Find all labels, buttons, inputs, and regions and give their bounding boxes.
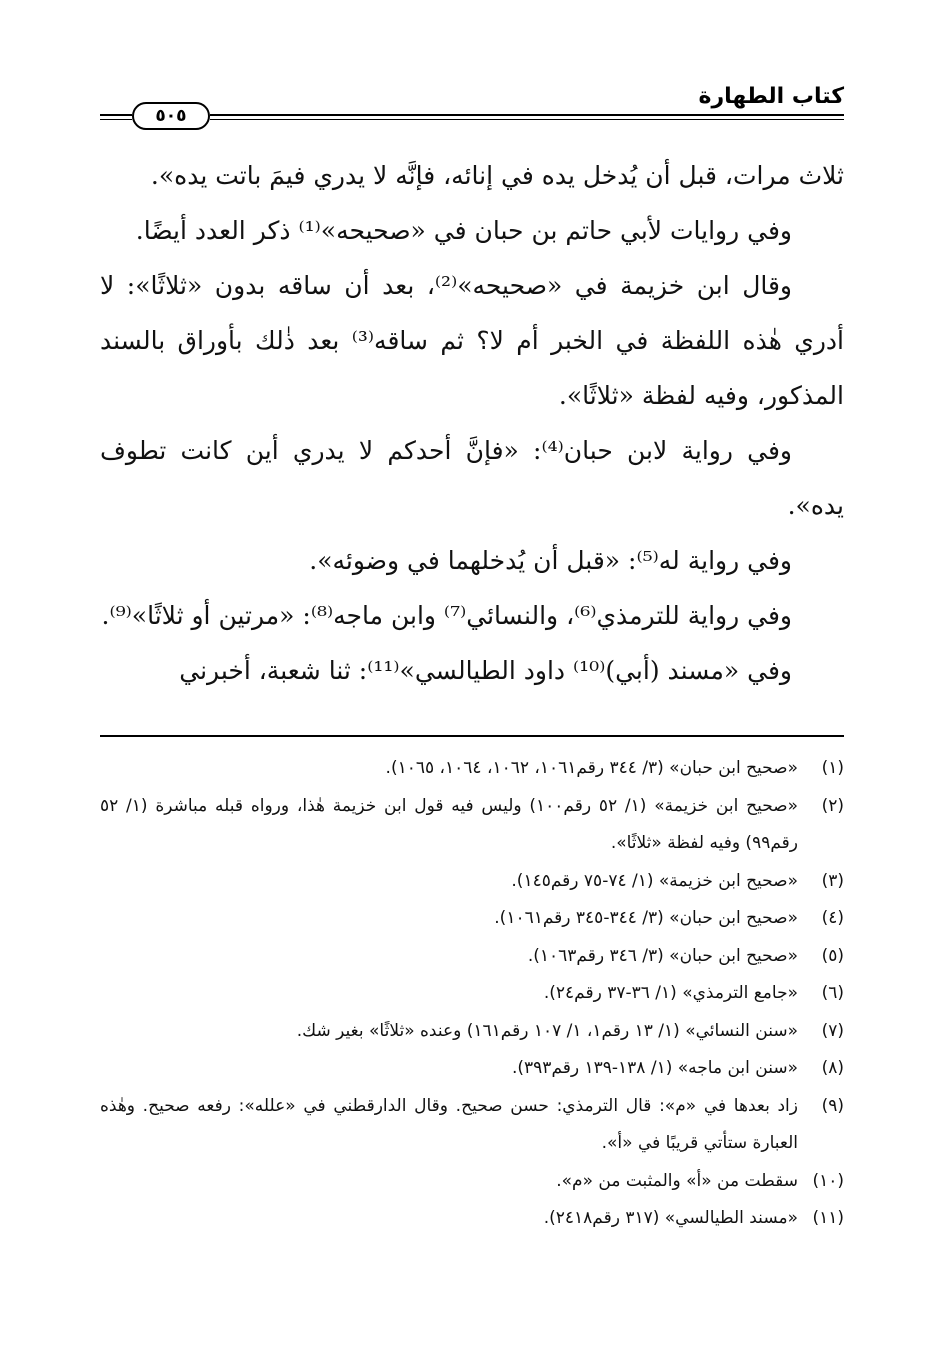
footnote-text: «سنن ابن ماجه» (١/ ١٣٨-١٣٩ رقم٣٩٣). — [511, 1058, 798, 1078]
main-text — [100, 148, 844, 698]
footnote-number: (٧) — [821, 1020, 844, 1041]
header-rule — [210, 114, 844, 116]
paragraph: وفي رواية لابن حبان⁽⁴⁾: «فإنَّ أحدكم لا يدري أين كانت تطوف يده». — [100, 436, 844, 520]
footnote-number: (٣) — [821, 870, 844, 891]
footnote — [100, 863, 844, 901]
footnote-text: «سنن النسائي» (١/ ١٣ رقم١، ١/ ١٠٧ رقم١٦١) وعنده «ثلاثًا» بغير شك. — [296, 1020, 798, 1041]
footnote-separator — [100, 735, 844, 737]
footnote-number: (٥) — [821, 945, 844, 966]
footnote-number: (٨) — [821, 1058, 844, 1078]
footnote — [100, 750, 844, 788]
footnote-text: «صحيح ابن حبان» (٣/ ٣٤٦ رقم١٠٦٣). — [527, 945, 798, 966]
footnote — [100, 1013, 844, 1051]
footnote-number: (٦) — [821, 983, 844, 1003]
page-header — [100, 80, 844, 128]
header-rule — [100, 119, 132, 120]
page-number: ٥٠٥ — [132, 102, 210, 130]
footnote-text: زاد بعدها في «م»: قال الترمذي: حسن صحيح. وقال الدارقطني في «علله»: رفعه صحيح. وهٰذه العبارة ستأتي قريبًا في «أ». — [100, 1095, 798, 1153]
chapter-title: كتاب الطهارة — [698, 84, 844, 109]
footnote-text: «صحيح ابن خزيمة» (١/ ٥٢ رقم١٠٠) وليس فيه قول ابن خزيمة هٰذا، ورواه قبله مباشرة (١/ ٥٢ رقم٩٩) وفيه لفظة «ثلاثًا». — [100, 795, 799, 853]
footnote-number: (٢) — [821, 795, 845, 816]
paragraph: ثلاث مرات، قبل أن يُدخل يده في إنائه، فإنَّه لا يدري فيمَ باتت يده». — [150, 161, 844, 190]
paragraph: وفي روايات لأبي حاتم بن حبان في «صحيحه»⁽¹⁾ ذكر العدد أيضًا. — [135, 216, 792, 245]
paragraph: وفي «مسند (أبي)⁽¹⁰⁾ داود الطيالسي»⁽¹¹⁾: ثنا شعبة، أخبرني — [179, 656, 792, 685]
paragraph: وقال ابن خزيمة في «صحيحه»⁽²⁾، بعد أن ساقه بدون «ثلاثًا»: لا أدري هٰذه اللفظة في الخبر أم لا؟ ثم ساقه⁽³⁾ بعد ذٰلك بأوراق بالسند المذكور، وفيه لفظة «ثلاثًا». — [100, 271, 844, 410]
footnote — [100, 938, 844, 976]
paragraph: وفي رواية للترمذي⁽⁶⁾، والنسائي⁽⁷⁾ وابن ماجه⁽⁸⁾: «مرتين أو ثلاثًا»⁽⁹⁾. — [101, 601, 792, 630]
paragraph: وفي رواية له⁽⁵⁾: «قبل أن يُدخلهما في وضوئه». — [309, 546, 792, 575]
footnote — [100, 900, 844, 938]
footnote-number: (١١) — [812, 1208, 844, 1228]
footnote-text: «صحيح ابن خزيمة» (١/ ٧٤-٧٥ رقم١٤٥). — [511, 870, 798, 891]
footnote — [100, 1050, 844, 1088]
footnote — [100, 975, 844, 1013]
footnote-text: «مسند الطيالسي» (٣١٧ رقم٢٤١٨). — [543, 1208, 798, 1228]
footnote-text: «صحيح ابن حبان» (٣/ ٣٤٤ رقم١٠٦١، ١٠٦٢، ١٠٦٤، ١٠٦٥). — [385, 758, 798, 778]
header-rule — [100, 114, 132, 116]
header-rule — [210, 119, 844, 120]
footnote — [100, 1163, 844, 1201]
footnote — [100, 1088, 844, 1163]
footnote-text: «صحيح ابن حبان» (٣/ ٣٤٤-٣٤٥ رقم١٠٦١). — [494, 908, 798, 928]
footnote-number: (٩) — [821, 1095, 844, 1116]
footnote-number: (١) — [821, 758, 844, 778]
footnote — [100, 788, 844, 863]
footnotes — [100, 750, 844, 1238]
footnote-number: (١٠) — [812, 1170, 844, 1191]
footnote-text: «جامع الترمذي» (١/ ٣٦-٣٧ رقم٢٤). — [543, 983, 798, 1003]
footnote — [100, 1200, 844, 1238]
footnote-number: (٤) — [821, 908, 844, 928]
footnote-text: سقطت من «أ» والمثبت من «م». — [556, 1170, 798, 1191]
